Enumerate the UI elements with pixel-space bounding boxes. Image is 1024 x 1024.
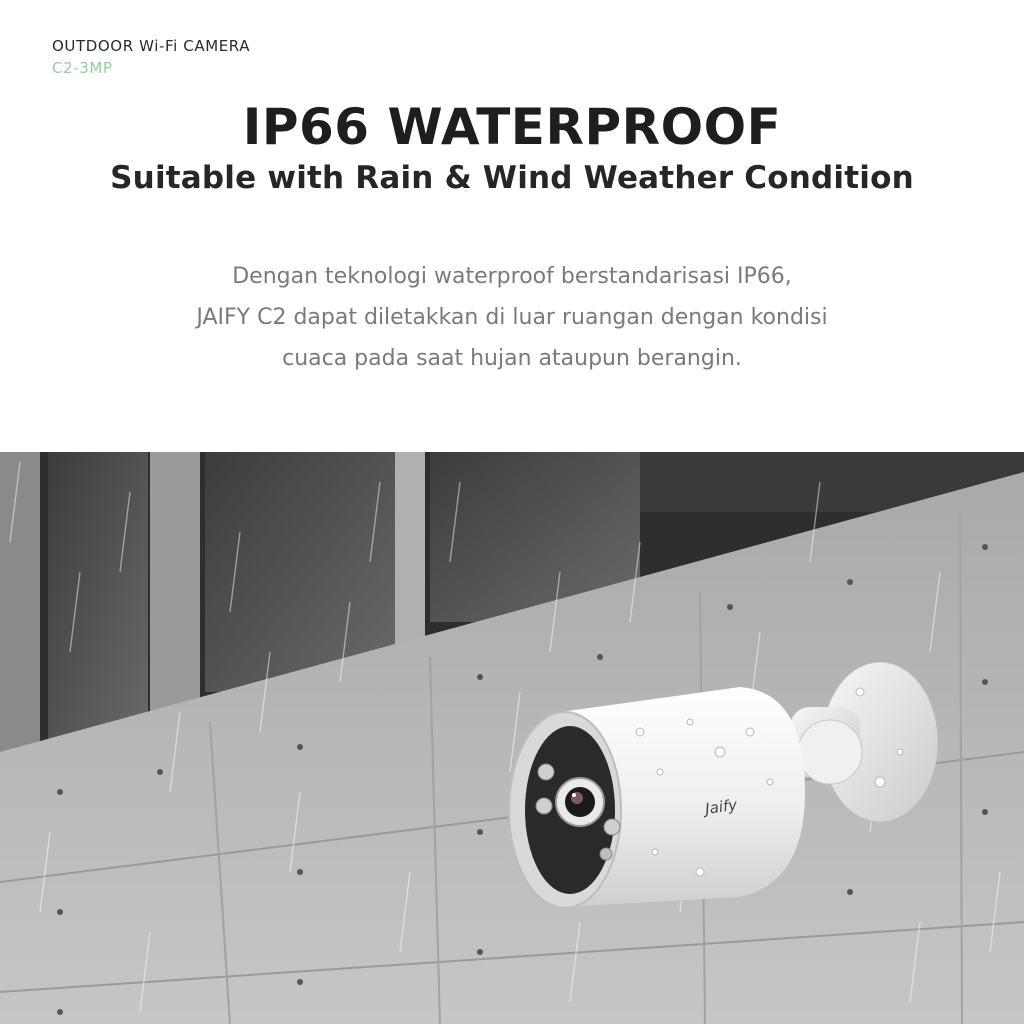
description-line-1: Dengan teknologi waterproof berstandarisasi IP66,	[232, 264, 792, 289]
page-subtitle: Suitable with Rain & Wind Weather Condition	[110, 160, 914, 196]
product-photo	[0, 452, 1024, 1024]
product-category-label: OUTDOOR Wi-Fi CAMERA	[52, 37, 251, 55]
model-label: C2-3MP	[52, 59, 113, 77]
description-line-3: cuaca pada saat hujan ataupun berangin.	[282, 346, 742, 371]
text-header-section	[0, 0, 1024, 452]
brand-logo: Jaify	[704, 795, 739, 818]
description	[0, 256, 1024, 379]
rain-wall-scene	[0, 452, 1024, 1024]
page-title: IP66 WATERPROOF	[242, 98, 782, 156]
description-line-2: JAIFY C2 dapat diletakkan di luar ruangan dengan kondisi	[196, 305, 828, 330]
